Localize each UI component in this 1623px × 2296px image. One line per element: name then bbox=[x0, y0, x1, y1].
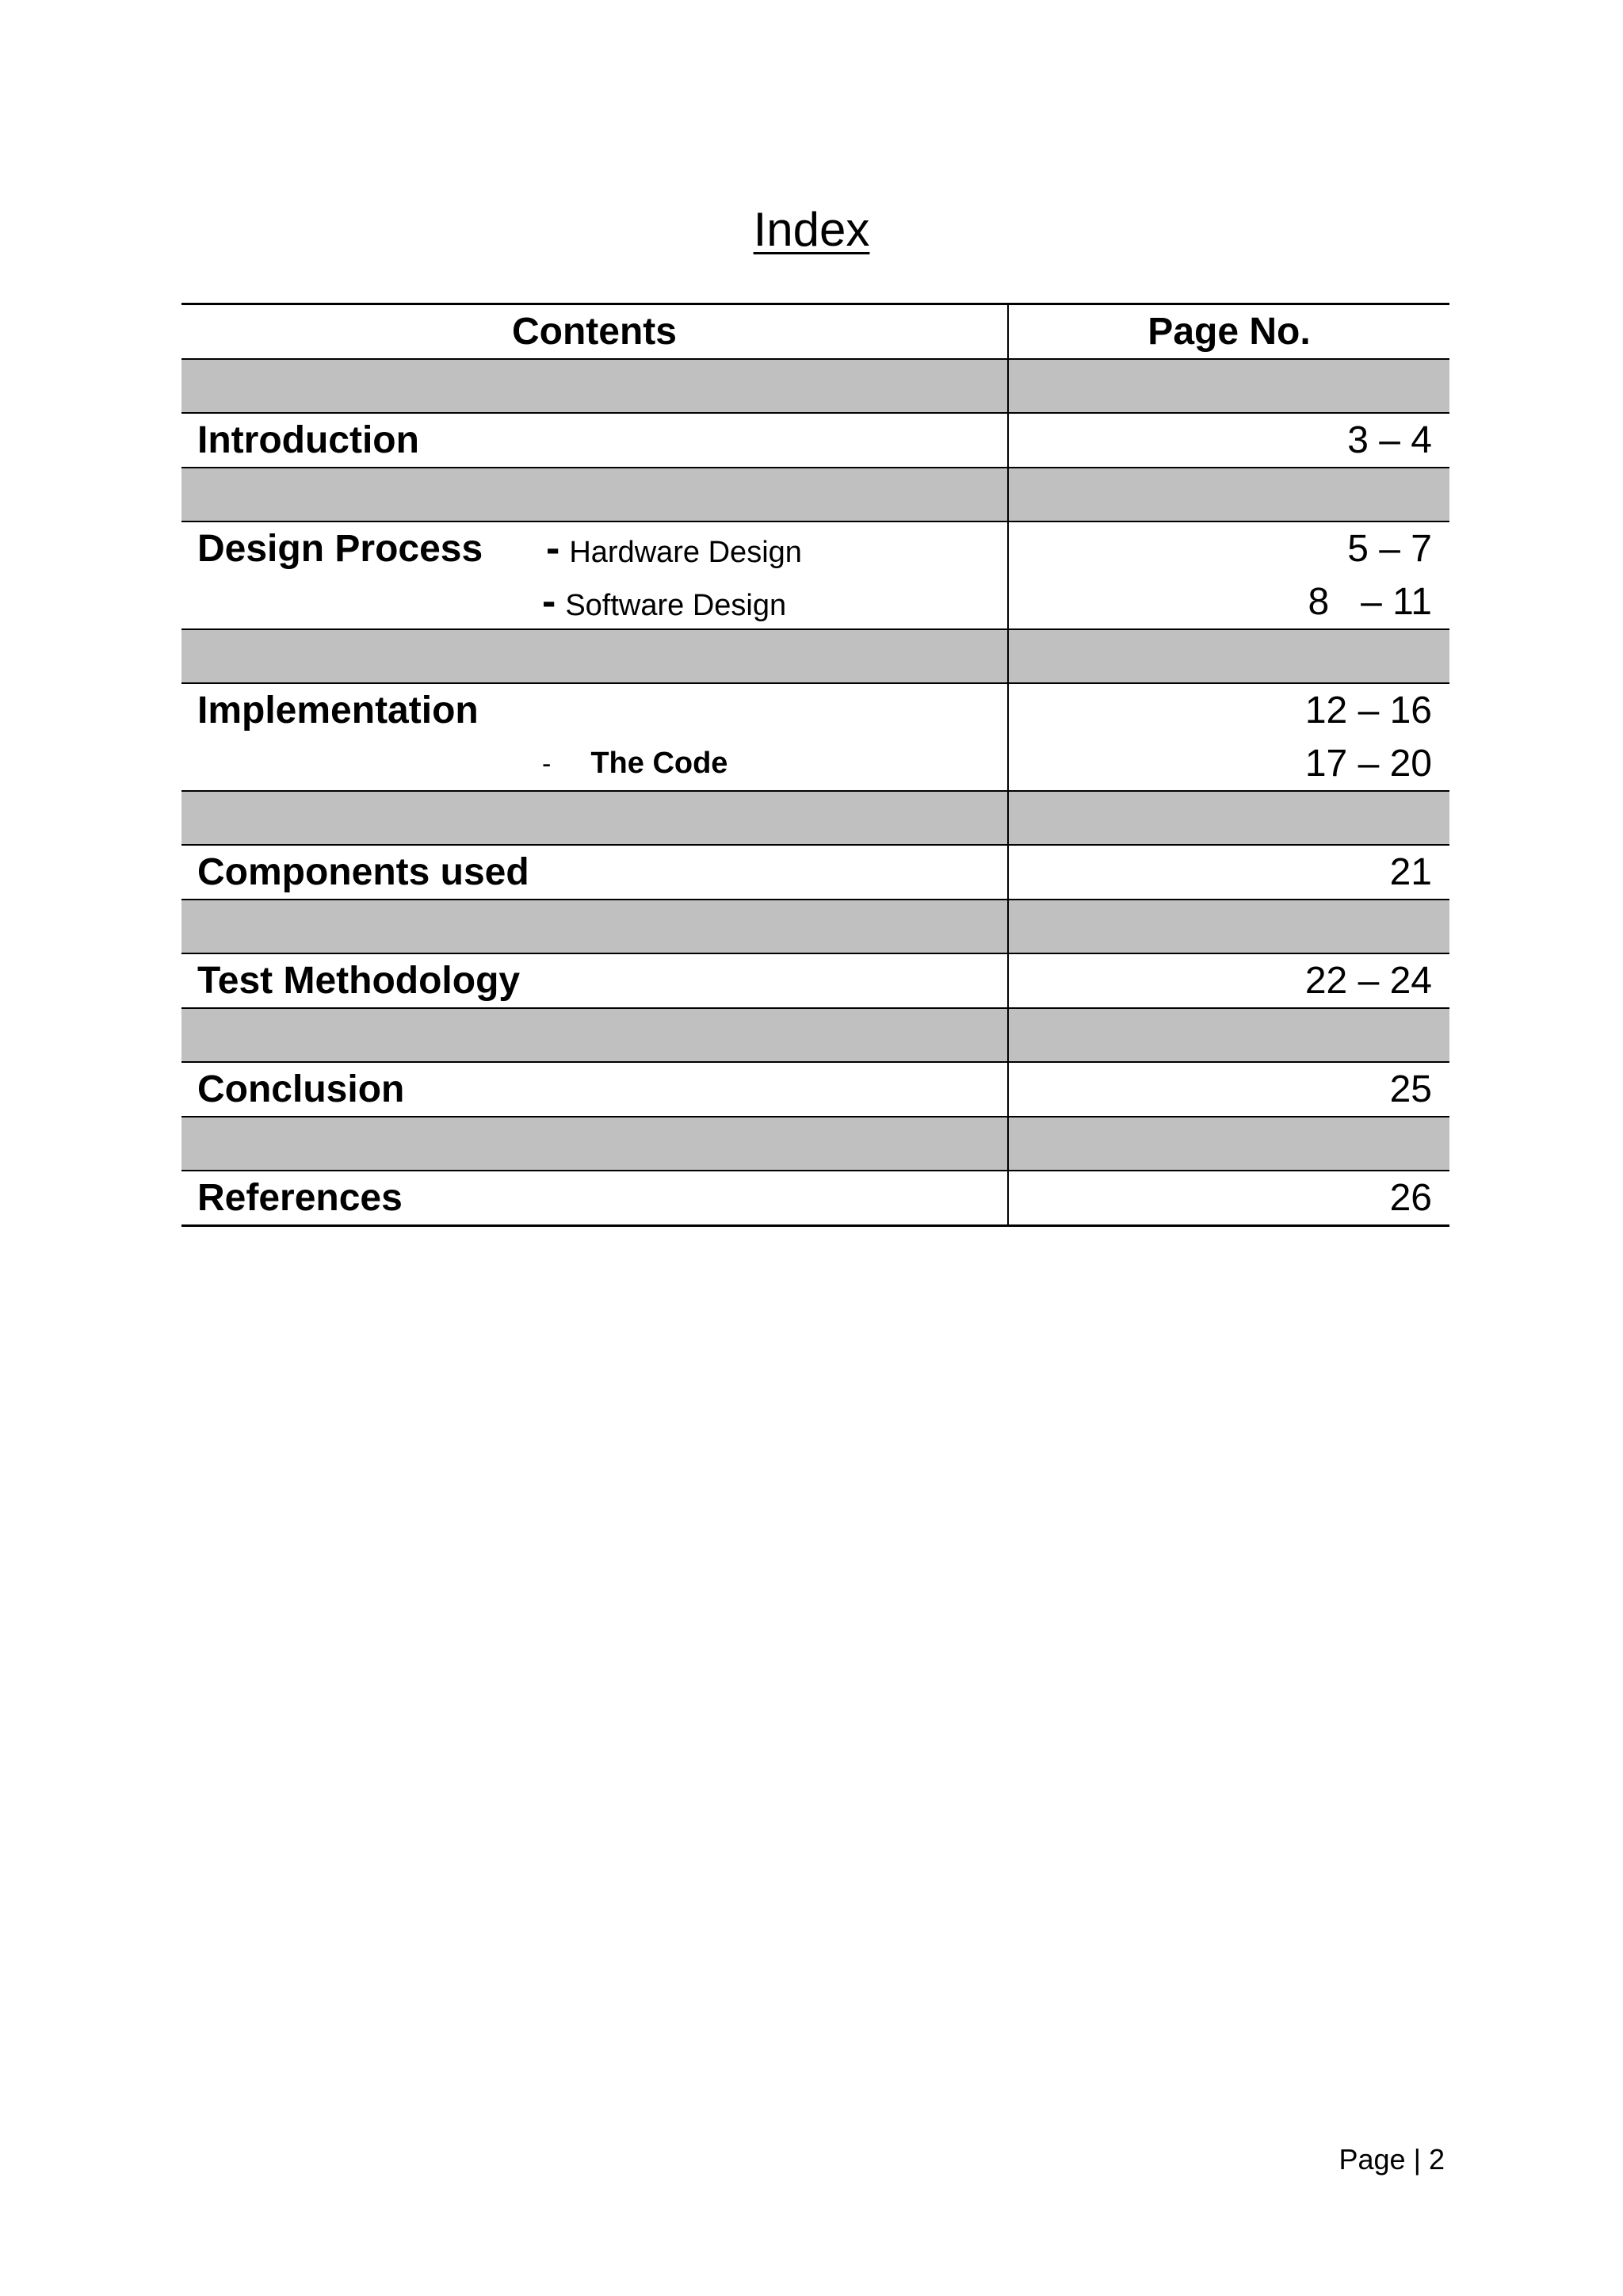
spacer-row bbox=[181, 629, 1449, 683]
dash-bullet: - bbox=[546, 525, 560, 571]
header-contents: Contents bbox=[181, 304, 1008, 360]
page-cell bbox=[1008, 521, 1449, 629]
table-row bbox=[181, 413, 1449, 468]
entry-cell bbox=[181, 1062, 1008, 1117]
footer-page-label: Page bbox=[1338, 2143, 1406, 2176]
entry-cell bbox=[181, 521, 1008, 629]
dash-bullet: - bbox=[542, 749, 552, 779]
spacer-row bbox=[181, 900, 1449, 953]
entry-cell bbox=[181, 413, 1008, 468]
index-table bbox=[181, 303, 1449, 1227]
page-number: 5 – 7 bbox=[1347, 528, 1432, 570]
spacer-row bbox=[181, 791, 1449, 845]
entry-cell bbox=[181, 683, 1008, 791]
footer-page-number: 2 bbox=[1428, 2143, 1445, 2176]
subitem-label: Hardware Design bbox=[569, 536, 802, 569]
page-number: 17 – 20 bbox=[1304, 743, 1432, 785]
entry-test-methodology: Test Methodology bbox=[197, 960, 521, 1002]
spacer-row bbox=[181, 468, 1449, 521]
subitem-hardware-design bbox=[546, 522, 802, 579]
entry-references: References bbox=[197, 1177, 403, 1219]
table-row bbox=[181, 953, 1449, 1008]
subitem-software-design bbox=[542, 575, 786, 632]
page-number: 22 – 24 bbox=[1304, 960, 1432, 1002]
page-cell bbox=[1008, 953, 1449, 1008]
table-row bbox=[181, 845, 1449, 900]
page-number: 8 – 11 bbox=[1308, 581, 1432, 623]
page-cell bbox=[1008, 845, 1449, 900]
entry-cell bbox=[181, 1171, 1008, 1226]
entry-components-used: Components used bbox=[197, 851, 529, 893]
entry-cell bbox=[181, 845, 1008, 900]
page-number: 3 – 4 bbox=[1347, 419, 1432, 461]
page-footer bbox=[1339, 2140, 1445, 2179]
entry-cell bbox=[181, 953, 1008, 1008]
table-header-row bbox=[181, 304, 1449, 360]
subitem-label: Software Design bbox=[565, 589, 787, 622]
entry-design-process: Design Process bbox=[197, 528, 483, 570]
table-row bbox=[181, 1171, 1449, 1226]
page-cell bbox=[1008, 1171, 1449, 1226]
page-cell bbox=[1008, 413, 1449, 468]
entry-implementation: Implementation bbox=[197, 690, 479, 732]
page-title: Index bbox=[753, 203, 870, 256]
table-row bbox=[181, 683, 1449, 791]
spacer-row bbox=[181, 1117, 1449, 1171]
footer-separator: | bbox=[1413, 2143, 1421, 2176]
page-number: 26 bbox=[1389, 1177, 1432, 1219]
table-row bbox=[181, 521, 1449, 629]
entry-conclusion: Conclusion bbox=[197, 1068, 405, 1110]
page-number: 12 – 16 bbox=[1304, 690, 1432, 732]
table-row bbox=[181, 1062, 1449, 1117]
page-number: 21 bbox=[1389, 851, 1432, 893]
header-page-no: Page No. bbox=[1008, 304, 1449, 360]
page-cell bbox=[1008, 1062, 1449, 1117]
entry-introduction: Introduction bbox=[197, 419, 419, 461]
page-cell bbox=[1008, 683, 1449, 791]
subitem-label: The Code bbox=[590, 747, 728, 780]
spacer-row bbox=[181, 359, 1449, 413]
subitem-the-code bbox=[542, 737, 727, 791]
page-number: 25 bbox=[1389, 1068, 1432, 1110]
spacer-row bbox=[181, 1008, 1449, 1062]
dash-bullet: - bbox=[542, 579, 556, 625]
